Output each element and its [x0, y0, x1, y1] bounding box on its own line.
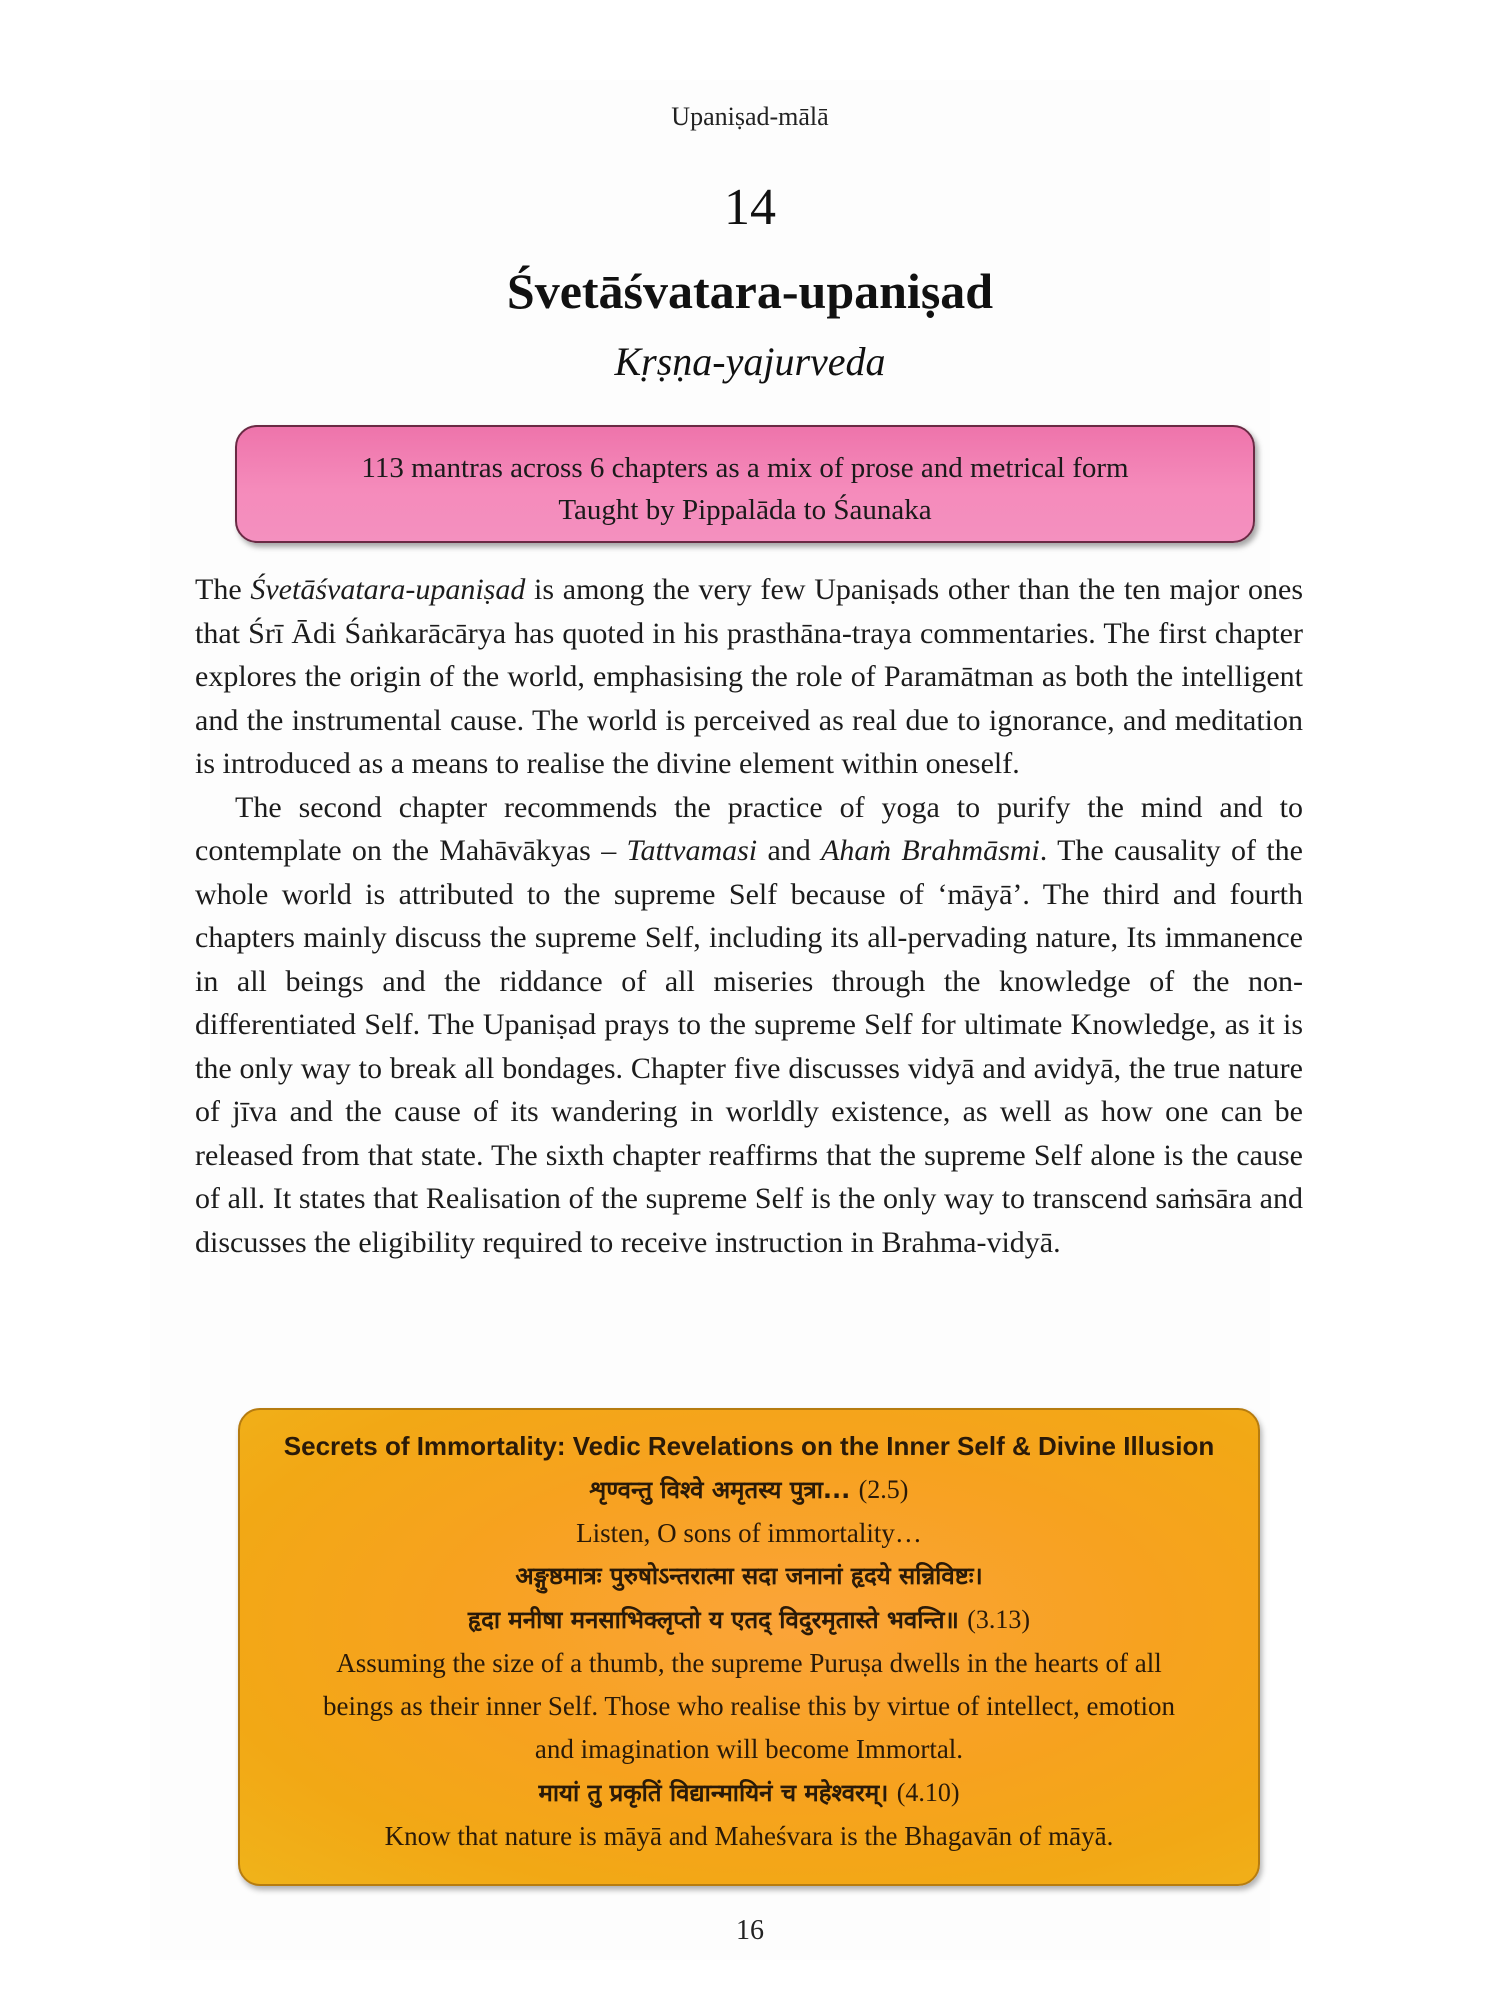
quote-3-translation: Know that nature is māyā and Maheśvara is the Bhagavān of māyā. [384, 1821, 1114, 1851]
quote-2-translation-line-2: beings as their inner Self. Those who realise this by virtue of intellect, emotion [322, 1691, 1176, 1721]
quote-2-translation-line-3: and imagination will become Immortal. [534, 1734, 964, 1764]
info-box-line-1: 113 mantras across 6 chapters as a mix of prose and metrical form [361, 452, 1129, 484]
quote-1-translation: Listen, O sons of immortality… [576, 1518, 922, 1548]
quote-1-sanskrit [240, 1468, 1258, 1512]
running-head: Upaniṣad-mālā [671, 102, 829, 131]
p2-term-1: Tattvamasi [626, 834, 758, 867]
quote-3-sanskrit [240, 1771, 1258, 1815]
quote-2-ref: (3.13) [967, 1605, 1031, 1634]
p1-rest: is among the very few Upaniṣads other than the ten major ones that Śrī Ādi Śaṅkarācārya has quoted in his prasthāna-traya commentaries. The first chapter explores the origin of the world, emphasising the role of Paramātman as both the intelligent and the instrumental cause. The world is perceived as real due to ignorance, and meditation is introduced as a means to realise the divine element within oneself. [195, 573, 1304, 780]
p2-and: and [757, 834, 822, 867]
p2-rest: . The causality of the whole world is attributed to the supreme Self because of ‘māyā’. The third and fourth chapters mainly discuss the supreme Self, including its all-pervading nature, Its immanence in all beings and the riddance of all miseries through the knowledge of the non-differentiated Self. The Upaniṣad prays to the supreme Self for ultimate Knowledge, as it is the only way to break all bondages. Chapter five discusses vidyā and avidyā, the true nature of jīva and the cause of its wandering in worldly existence, as well as how one can be released from that state. The sixth chapter reaffirms that the supreme Self alone is the cause of all. It states that Realisation of the supreme Self is the only way to transcend saṁsāra and discusses the eligibility required to receive instruction in Brahma-vidyā. [195, 834, 1303, 1259]
quote-1-ref: (2.5) [858, 1475, 909, 1504]
quote-2-translation-line-1: Assuming the size of a thumb, the supreme Puruṣa dwells in the hearts of all [336, 1648, 1162, 1678]
quote-1-sanskrit-text: शृण्वन्तु विश्वे अमृतस्य पुत्रा... [589, 1476, 851, 1504]
page-number: 16 [736, 1915, 764, 1946]
chapter-subtitle: Kṛṣṇa-yajurveda [614, 339, 886, 384]
quote-box [238, 1408, 1260, 1886]
chapter-number: 14 [724, 179, 776, 236]
paragraph-1 [195, 568, 1303, 786]
p2-term-2: Ahaṁ Brahmāsmi [821, 834, 1040, 867]
body-text [195, 568, 1303, 1264]
paragraph-2 [195, 786, 1303, 1265]
quote-box-title: Secrets of Immortality: Vedic Revelations on the Inner Self & Divine Illusion [283, 1431, 1215, 1461]
info-box-line-2: Taught by Pippalāda to Śaunaka [558, 494, 932, 526]
quote-3-ref: (4.10) [896, 1778, 960, 1807]
p2-prefix: The second chapter recommends the practice of yoga to purify the mind and to contemplate on the Mahāvākyas – [195, 790, 1303, 867]
p1-prefix: The [195, 573, 251, 606]
chapter-title: Śvetāśvatara-upaniṣad [506, 263, 994, 319]
quote-3-sanskrit-text: मायां तु प्रकृतिं विद्यान्मायिनं च महेश्वरम्। [538, 1779, 889, 1807]
p1-title: Śvetāśvatara-upaniṣad [250, 573, 526, 606]
quote-2-sanskrit-line-1: अङ्गुष्ठमात्रः पुरुषोऽन्तरात्मा सदा जनानां हृदये सन्निविष्टः। [515, 1562, 983, 1590]
info-box [235, 425, 1255, 543]
quote-2-sanskrit-line-2 [240, 1598, 1258, 1642]
quote-2-sanskrit-line-2-text: हृदा मनीषा मनसाभिक्लृप्तो य एतद् विदुरमृतास्ते भवन्ति॥ [467, 1606, 959, 1634]
